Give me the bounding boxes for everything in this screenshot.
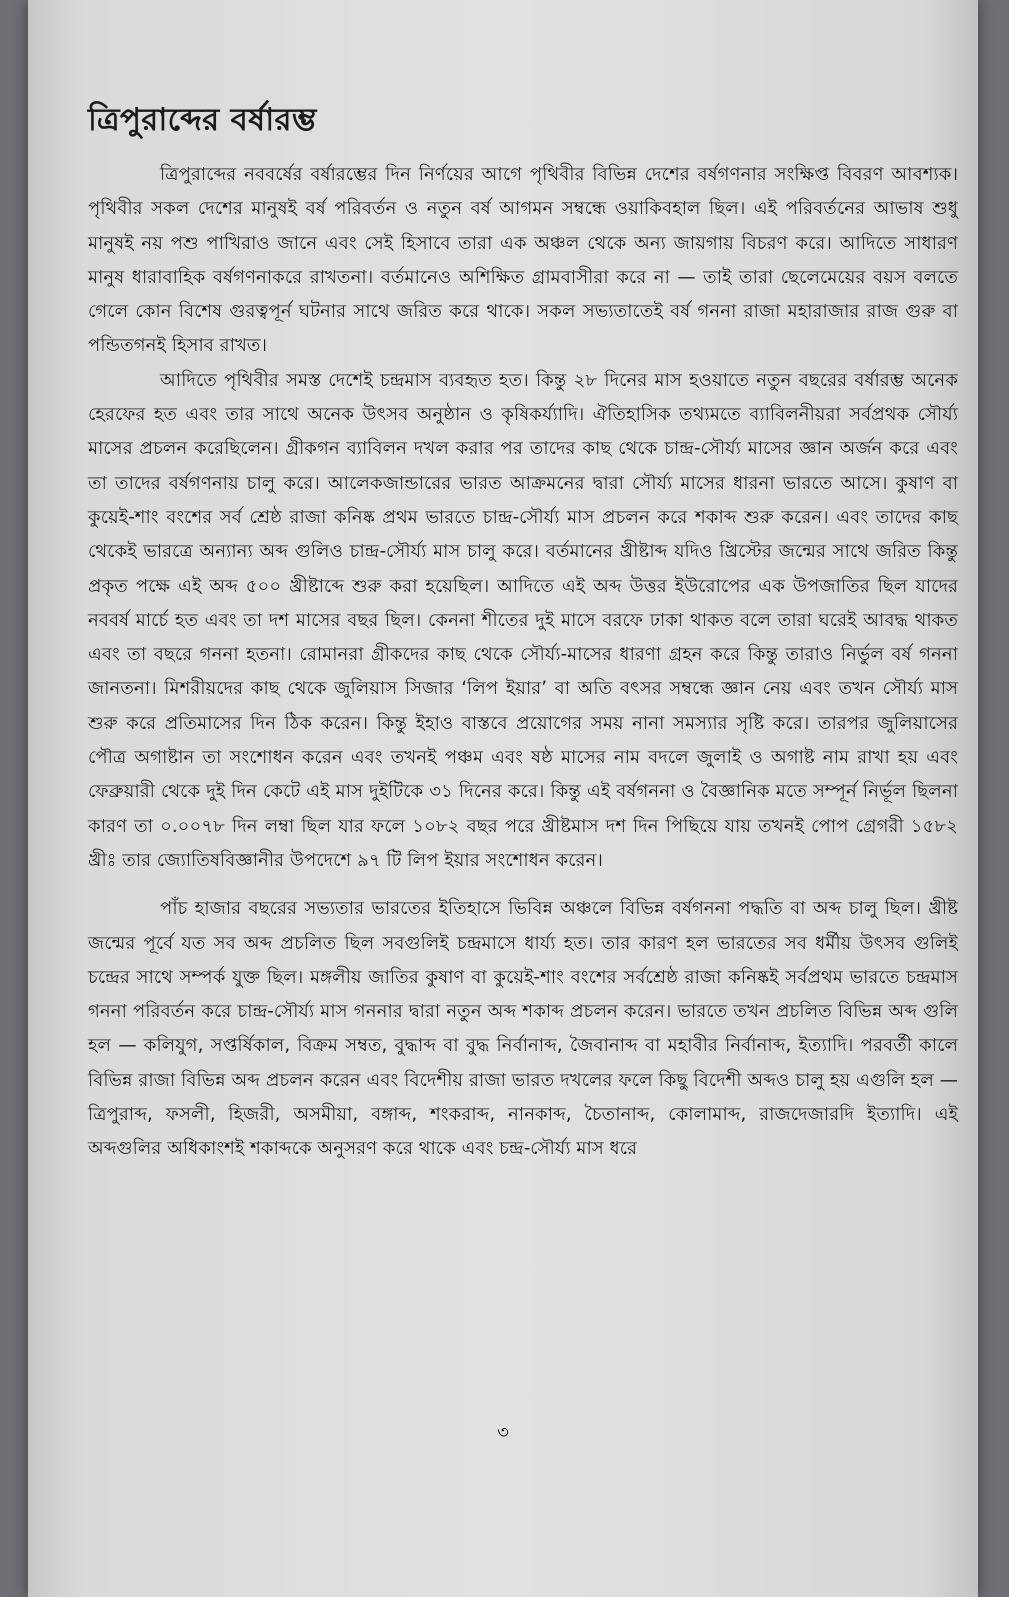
book-page bbox=[28, 0, 978, 1597]
page-content bbox=[88, 60, 958, 1167]
page-title: ত্রিপুরাব্দের বর্ষারম্ভ bbox=[88, 102, 317, 138]
page-number: ৩ bbox=[497, 1422, 509, 1443]
paragraph-3: পাঁচ হাজার বছরের সভ্যতার ভারতের ইতিহাসে ভিবিন্ন অঞ্চলে বিভিন্ন বর্ষগননা পদ্ধতি বা অব্দ চালু ছিল। খ্রীষ্ট জন্মের পূর্বে যত সব অব্দ প্রচলিত ছিল সবগুলিই চন্দ্রমাসে ধার্য্য হত। তার কারণ হল ভারতের সব ধর্মীয় উৎসব গুলিই চন্দ্রের সাথে সম্পর্ক যুক্ত ছিল। মঙ্গলীয় জাতির কুষাণ বা কুয়েই-শাং বংশের সর্বশ্রেষ্ঠ রাজা কনিষ্কই সর্বপ্রথম ভারতে চন্দ্রমাস গননা পরিবর্তন করে চান্দ্র-সৌর্য্য মাস গননার দ্বারা নতুন অব্দ শকাব্দ প্রচলন করেন। ভারতে তখন প্রচলিত বিভিন্ন অব্দ গুলি হল — কলিযুগ, সপ্তর্ষিকাল, বিক্রম সম্বত, বুদ্ধাব্দ বা বুদ্ধ নির্বানাব্দ, জৈবানাব্দ বা মহাবীর নির্বানাব্দ, ইত্যাদি। পরবর্তী কালে বিভিন্ন রাজা বিভিন্ন অব্দ প্রচলন করেন এবং বিদেশীয় রাজা ভারত দখলের ফলে কিছু বিদেশী অব্দও চালু হয় এগুলি হল — ত্রিপুরাব্দ, ফসলী, হিজরী, অসমীয়া, বঙ্গাব্দ, শংকরাব্দ, নানকাব্দ, চৈতানাব্দ, কোলামাব্দ, রাজদেজারদি ইত্যাদি। এই অব্দগুলির অধিকাংশই শকাব্দকে অনুসরণ করে থাকে এবং চন্দ্র-সৌর্য্য মাস ধরে bbox=[88, 898, 958, 1160]
paragraph-1: ত্রিপুরাব্দের নববর্ষের বর্ষারম্ভের দিন নির্ণয়ের আগে পৃথিবীর বিভিন্ন দেশের বর্ষগণনার সংক্ষিপ্ত বিবরণ আবশ্যক। পৃথিবীর সকল দেশের মানুষই বর্ষ পরিবর্তন ও নতুন বর্ষ আগমন সম্বন্ধে ওয়াকিবহাল ছিল। এই পরিবর্তনের আভাষ শুধু মানুষই নয় পশু পাখিরাও জানে এবং সেই হিসাবে তারা এক অঞ্চল থেকে অন্য জায়গায় বিচরণ করে। আদিতে সাধারণ মানুষ ধারাবাহিক বর্ষগণনাকরে রাখতনা। বর্তমানেও অশিক্ষিত গ্রামবাসীরা করে না — তাই তারা ছেলেমেয়ের বয়স বলতে গেলে কোন বিশেষ গুরত্বপূর্ন ঘটনার সাথে জরিত করে থাকে। সকল সভ্যতাতেই বর্ষ গননা রাজা মহারাজার রাজ গুরু বা পন্ডিতগনই হিসাব রাখত। bbox=[88, 164, 958, 357]
paragraph-2: আদিতে পৃথিবীর সমস্ত দেশেই চন্দ্রমাস ব্যবহৃত হত। কিন্তু ২৮ দিনের মাস হওয়াতে নতুন বছরের বর্ষারম্ভ অনেক হেরফের হত এবং তার সাথে অনেক উৎসব অনুষ্ঠান ও কৃষিকর্য্যাদি। ঐতিহাসিক তথ্যমতে ব্যাবিলনীয়রা সর্বপ্রথক সৌর্য্য মাসের প্রচলন করেছিলেন। গ্রীকগন ব্যাবিলন দখল করার পর তাদের কাছ থেকে চান্দ্র-সৌর্য্য মাসের জ্ঞান অর্জন করে এবং তা তাদের বর্ষগণনায় চালু করে। আলেকজান্ডারের ভারত আক্রমনের দ্বারা সৌর্য্য মাসের ধারনা ভারতে আসে। কুষাণ বা কুয়েই-শাং বংশের সর্ব শ্রেষ্ঠ রাজা কনিষ্ক প্রথম ভারতে চান্দ্র-সৌর্য্য মাস প্রচলন করে শকাব্দ শুরু করেন। এবং তাদের কাছ থেকেই ভারত্রে অন্যান্য অব্দ গুলিও চান্দ্র-সৌর্য্য মাস চালু করে। বর্তমানের খ্রীষ্টাব্দ যদিও খ্রিস্টের জন্মের সাথে জরিত কিন্তু প্রকৃত পক্ষে এই অব্দ ৫০০ খ্রীষ্টাব্দে শুরু করা হয়েছিল। আদিতে এই অব্দ উত্তর ইউরোপের এক উপজাতির ছিল যাদের নববর্ষ মার্চে হত এবং তা দশ মাসের বছর ছিল। কেননা শীতের দুই মাসে বরফে ঢাকা থাকত বলে তারা ঘরেই আবদ্ধ থাকত এবং তা বছরে গননা হতনা। রোমানরা গ্রীকদের কাছ থেকে সৌর্য্য-মাসের ধারণা গ্রহন করে কিন্তু তারাও নির্ভুল বর্ষ গননা জানতনা। মিশরীয়দের কাছ থেকে জুলিয়াস সিজার ‘লিপ ইয়ার’ বা অতি বৎসর সম্বন্ধে জ্ঞান নেয় এবং তখন সৌর্য্য মাস শুরু করে প্রতিমাসের দিন ঠিক করেন। কিন্তু ইহাও বাস্তবে প্রয়োগের সময় নানা সমস্যার সৃষ্টি করে। তারপর জুলিয়াসের পৌত্র অগাষ্টান তা সংশোধন করেন এবং তখনই পঞ্চম এবং ষষ্ঠ মাসের নাম বদলে জুলাই ও অগাষ্ট নাম রাখা হয় এবং ফেব্রুয়ারী থেকে দুই দিন কেটে এই মাস দুইটিকে ৩১ দিনের করে। কিন্তু এই বর্ষগননা ও বৈজ্ঞানিক মতে সম্পূর্ন নির্ভূল ছিলনা কারণ তা ০.০০৭৮ দিন লম্বা ছিল যার ফলে ১০৮২ বছর পরে খ্রীষ্টমাস দশ দিন পিছিয়ে যায় তখনই পোপ গ্রেগরী ১৫৮২ খ্রীঃ তার জ্যোতিষবিজ্ঞানীর উপদেশে ৯৭ টি লিপ ইয়ার সংশোধন করেন। bbox=[88, 369, 958, 871]
